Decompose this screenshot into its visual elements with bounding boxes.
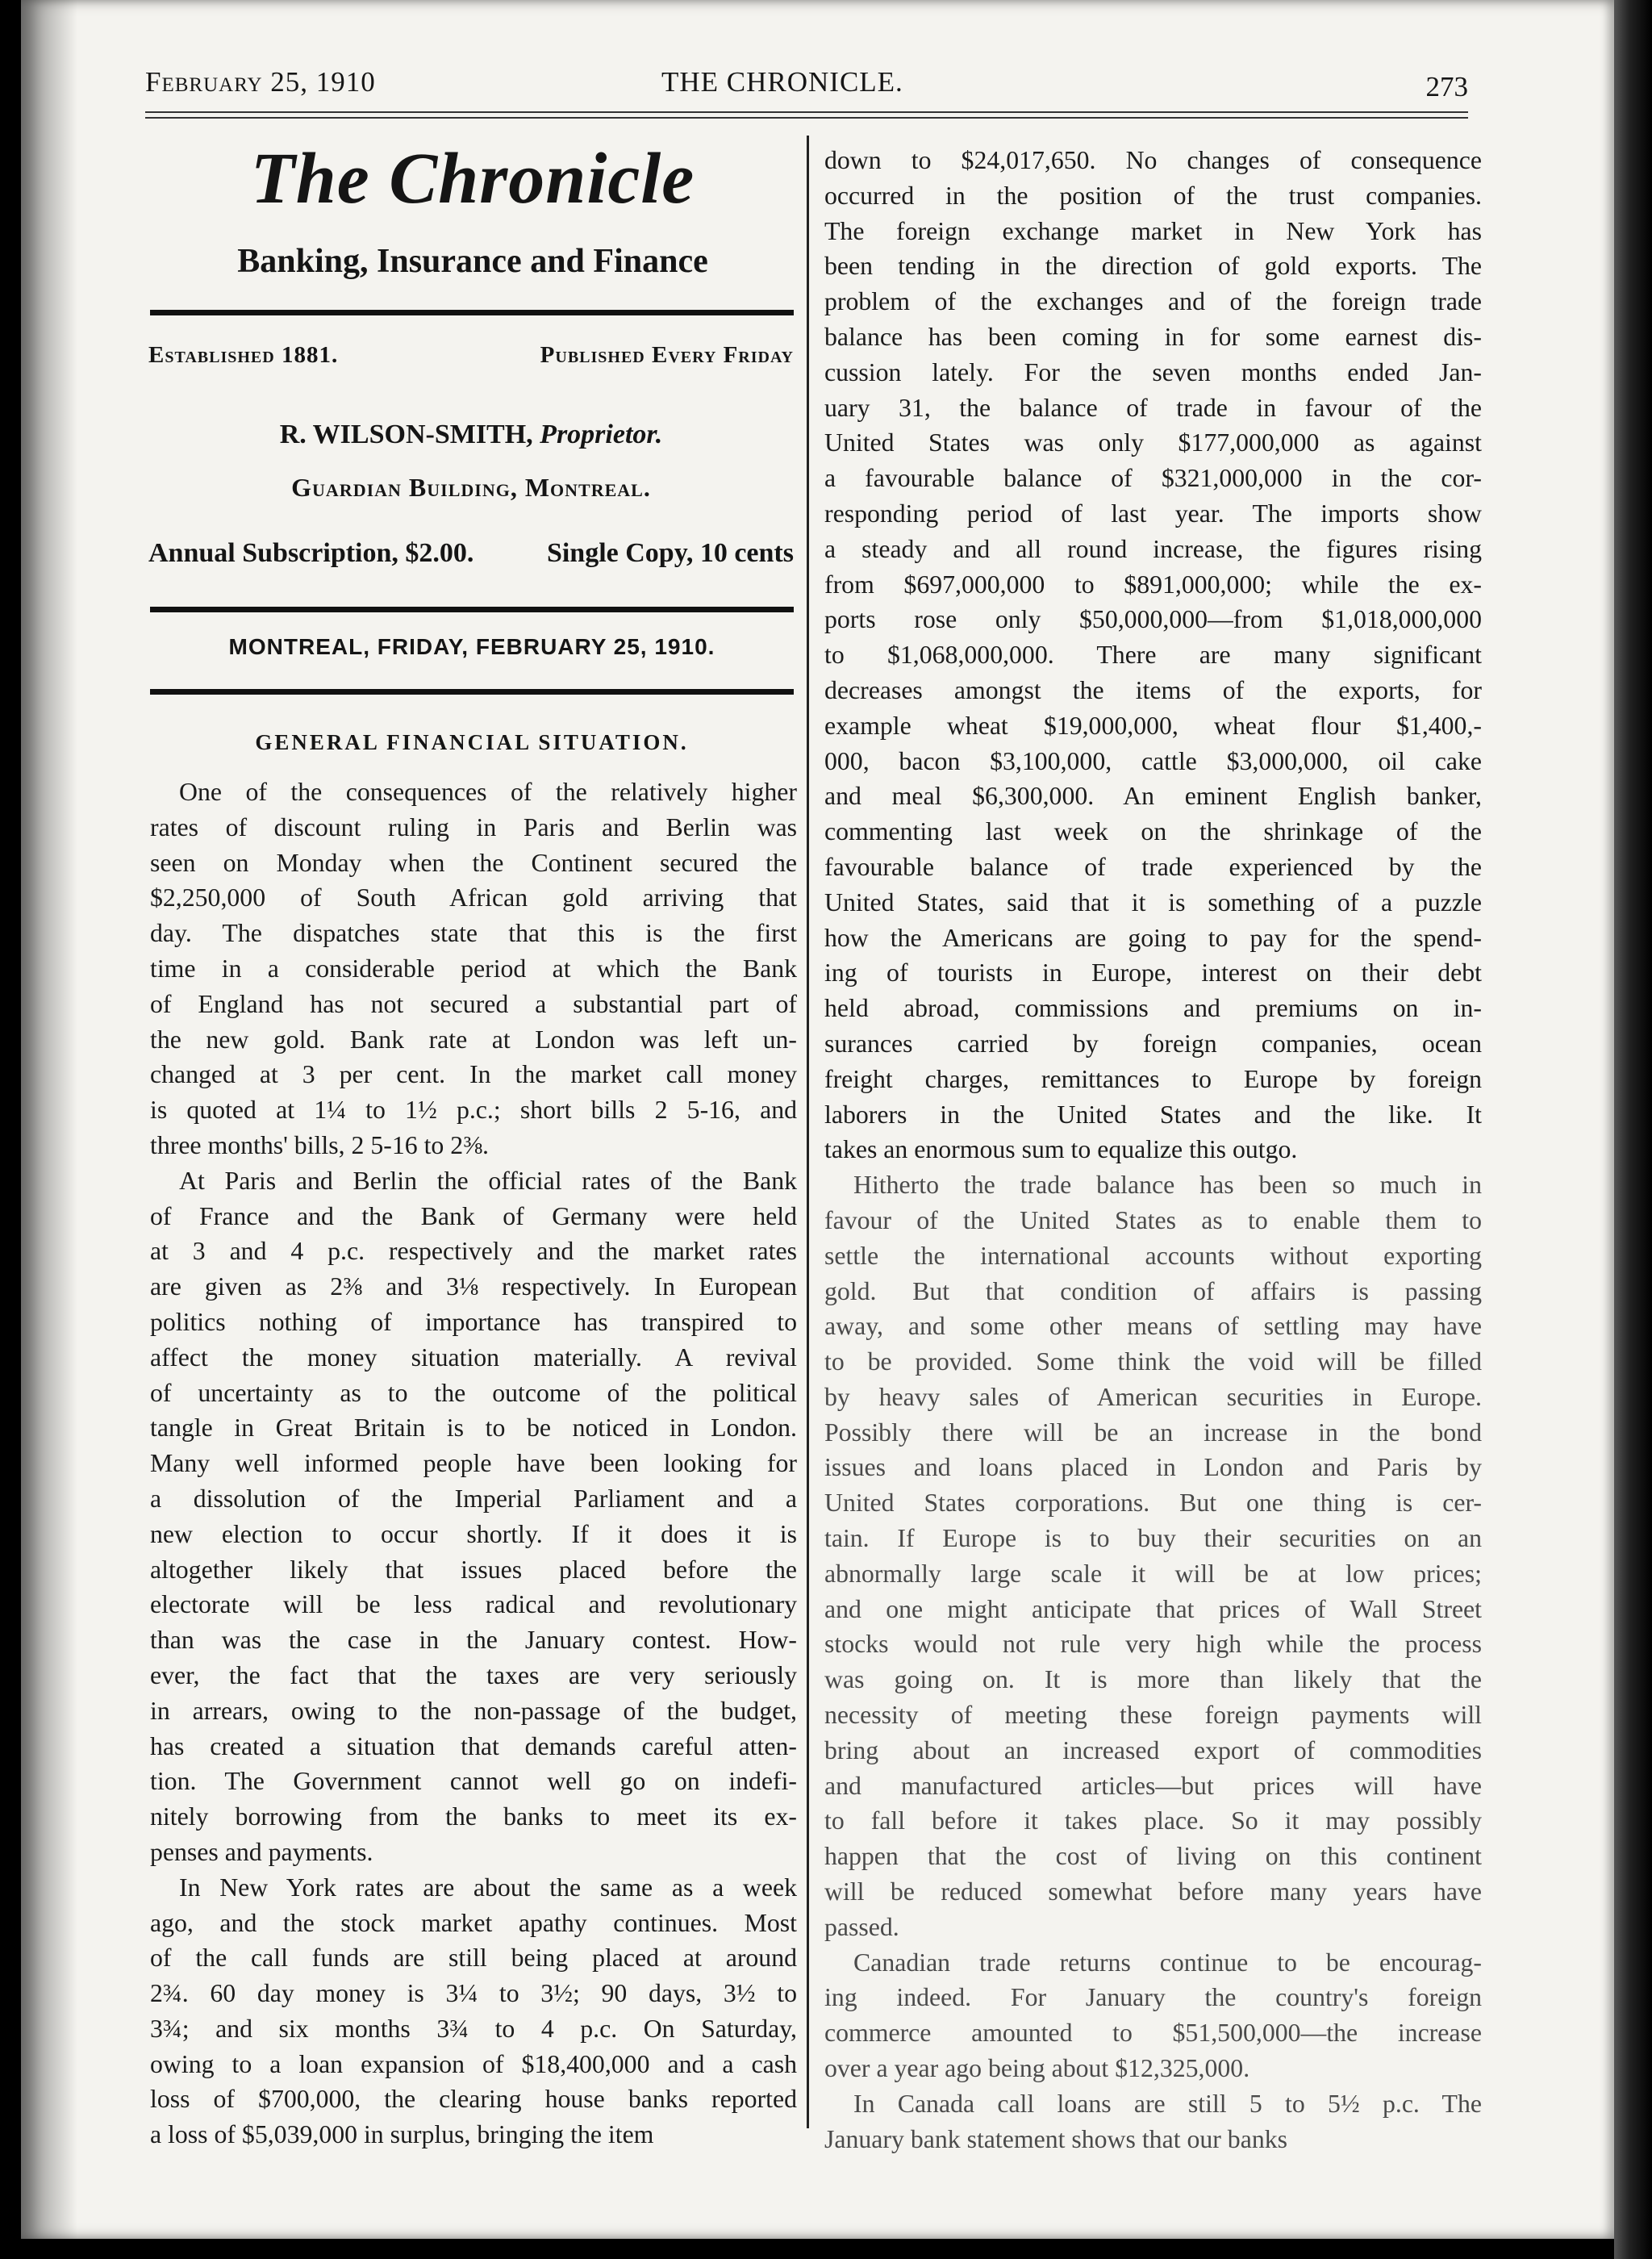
text-line: issues and loans placed in London and Paris by xyxy=(824,1453,1482,1482)
text-line: ing indeed. For January the country's foreign xyxy=(824,1983,1482,2012)
text-line: how the Americans are going to pay for the spend- xyxy=(824,923,1482,952)
column-divider xyxy=(807,136,809,2128)
text-line: the new gold. Bank rate at London was left un- xyxy=(150,1025,797,1054)
text-line: loss of $700,000, the clearing house banks reported xyxy=(150,2085,797,2114)
text-line: 000, bacon $3,100,000, cattle $3,000,000, oil cake xyxy=(824,746,1482,775)
page-edge-right xyxy=(1614,0,1652,2259)
single-copy-price: Single Copy, 10 cents xyxy=(546,538,794,568)
text-line: At Paris and Berlin the official rates of the Bank xyxy=(179,1166,797,1195)
text-line: new election to occur shortly. If it does it is xyxy=(150,1519,797,1548)
text-line: a loss of $5,039,000 in surplus, bringing the item xyxy=(150,2120,654,2149)
text-line: is quoted at 1¼ to 1½ p.c.; short bills 2 5-16, and xyxy=(150,1096,797,1125)
text-line: takes an enormous sum to equalize this outgo. xyxy=(824,1135,1298,1164)
article-heading: GENERAL FINANCIAL SITUATION. xyxy=(255,730,689,754)
article-column-left xyxy=(150,775,797,2153)
text-line: surances carried by foreign companies, ocean xyxy=(824,1029,1482,1058)
running-head-title: THE CHRONICLE. xyxy=(661,66,903,98)
text-line: changed at 3 per cent. In the market call money xyxy=(150,1060,797,1089)
text-line: problem of the exchanges and of the foreign trade xyxy=(824,287,1482,316)
text-line: In Canada call loans are still 5 to 5½ p.c. The xyxy=(853,2089,1482,2118)
text-line: seen on Monday when the Continent secured the xyxy=(150,848,797,877)
text-line: abnormally large scale it will be at low prices; xyxy=(824,1559,1482,1588)
text-line: January bank statement shows that our banks xyxy=(824,2124,1287,2153)
text-line: in arrears, owing to the non-passage of the budget, xyxy=(150,1696,797,1725)
text-line: of the call funds are still being placed at around xyxy=(150,1944,797,1973)
page-number: 273 xyxy=(1425,71,1468,102)
text-line: cussion lately. For the seven months ended Jan- xyxy=(824,357,1482,386)
text-line: necessity of meeting these foreign payments will xyxy=(824,1701,1482,1730)
text-line: over a year ago being about $12,325,000. xyxy=(824,2054,1250,2083)
masthead-rule-3 xyxy=(150,689,794,695)
text-line: to fall before it takes place. So it may possibly xyxy=(824,1806,1482,1835)
header-rule-bottom xyxy=(145,117,1468,119)
text-line: One of the consequences of the relatively higher xyxy=(179,778,797,806)
subscription-price: Annual Subscription, $2.00. xyxy=(148,538,474,568)
text-line: In New York rates are about the same as a week xyxy=(179,1873,797,1902)
text-line: than was the case in the January contest. How- xyxy=(150,1626,797,1655)
text-line: and one might anticipate that prices of Wall Street xyxy=(824,1594,1482,1623)
text-line: day. The dispatches state that this is the first xyxy=(150,919,797,948)
issue-dateline: MONTREAL, FRIDAY, FEBRUARY 25, 1910. xyxy=(228,634,715,659)
text-line: freight charges, remittances to Europe by foreign xyxy=(824,1064,1482,1093)
text-line: at 3 and 4 p.c. respectively and the market rates xyxy=(150,1237,797,1266)
text-line: nitely borrowing from the banks to meet its ex- xyxy=(150,1802,797,1831)
page-binding-shadow xyxy=(21,0,77,2239)
text-line: held abroad, commissions and premiums on in- xyxy=(824,994,1482,1023)
text-line: 3¾; and six months 3¾ to 4 p.c. On Saturday, xyxy=(150,2014,797,2043)
text-line: will be reduced somewhat before many years have xyxy=(824,1877,1482,1906)
masthead-subtitle: Banking, Insurance and Finance xyxy=(237,243,708,280)
text-line: and manufactured articles—but prices will have xyxy=(824,1771,1482,1800)
text-line: settle the international accounts without exporting xyxy=(824,1241,1482,1270)
text-line: three months' bills, 2 5-16 to 2⅜. xyxy=(150,1130,489,1159)
text-line: favourable balance of trade experienced by the xyxy=(824,852,1482,881)
text-line: tain. If Europe is to buy their securities on an xyxy=(824,1524,1482,1553)
text-line: ports rose only $50,000,000—from $1,018,000,000 xyxy=(824,605,1482,634)
text-line: altogether likely that issues placed before the xyxy=(150,1555,797,1584)
text-line: from $697,000,000 to $891,000,000; while the ex- xyxy=(824,570,1482,599)
text-line: ever, the fact that the taxes are very seriously xyxy=(150,1660,797,1689)
text-line: was going on. It is more than likely that the xyxy=(824,1665,1482,1694)
proprietor-line xyxy=(148,420,794,450)
running-head-date: February 25, 1910 xyxy=(145,66,376,98)
text-line: has created a situation that demands careful atten- xyxy=(150,1731,797,1760)
text-line: electorate will be less radical and revolutionary xyxy=(150,1590,797,1619)
address-line: Guardian Building, Montreal. xyxy=(291,473,651,502)
text-line: United States, said that it is something of a puzzle xyxy=(824,887,1482,917)
text-line: occurred in the position of the trust companies. xyxy=(824,181,1482,210)
text-line: balance has been coming in for some earnest dis- xyxy=(824,322,1482,351)
text-line: down to $24,017,650. No changes of consequence xyxy=(824,146,1482,174)
text-line: $2,250,000 of South African gold arriving that xyxy=(150,883,797,912)
text-line: happen that the cost of living on this continent xyxy=(824,1842,1482,1871)
text-line: of uncertainty as to the outcome of the political xyxy=(150,1378,797,1407)
text-line: away, and some other means of settling may have xyxy=(824,1312,1482,1341)
text-line: to be provided. Some think the void will be filled xyxy=(824,1347,1482,1376)
text-line: commenting last week on the shrinkage of the xyxy=(824,817,1482,846)
proprietor-role: Proprietor. xyxy=(540,420,663,449)
text-line: politics nothing of importance has transpired to xyxy=(150,1307,797,1336)
established-label: Established 1881. xyxy=(148,342,339,368)
text-line: gold. But that condition of affairs is passing xyxy=(824,1276,1482,1305)
text-line: bring about an increased export of commodities xyxy=(824,1735,1482,1764)
published-label: Published Every Friday xyxy=(540,342,794,368)
text-line: affect the money situation materially. A revival xyxy=(150,1342,797,1372)
text-line: Possibly there will be an increase in the bond xyxy=(824,1418,1482,1447)
masthead-rule-2 xyxy=(150,607,794,612)
text-line: a favourable balance of $321,000,000 in the cor- xyxy=(824,464,1482,493)
text-line: are given as 2⅜ and 3⅛ respectively. In European xyxy=(150,1272,797,1301)
text-line: rates of discount ruling in Paris and Berlin was xyxy=(150,812,797,841)
text-line: responding period of last year. The imports show xyxy=(824,499,1482,528)
text-line: commerce amounted to $51,500,000—the increase xyxy=(824,2019,1482,2048)
text-line: a dissolution of the Imperial Parliament and a xyxy=(150,1484,797,1513)
text-line: 2¾. 60 day money is 3¼ to 3½; 90 days, 3½ to xyxy=(150,1979,797,2008)
text-line: decreases amongst the items of the exports, for xyxy=(824,675,1482,704)
text-line: ing of tourists in Europe, interest on their debt xyxy=(824,958,1482,988)
text-line: of France and the Bank of Germany were held xyxy=(150,1201,797,1230)
text-line: to $1,068,000,000. There are many significant xyxy=(824,641,1482,670)
proprietor-name: R. WILSON-SMITH, xyxy=(279,420,533,449)
article-column-right xyxy=(824,143,1482,2157)
text-line: example wheat $19,000,000, wheat flour $1,400,- xyxy=(824,711,1482,740)
text-line: time in a considerable period at which the Bank xyxy=(150,954,797,983)
text-line: stocks would not rule very high while the process xyxy=(824,1630,1482,1659)
text-line: Hitherto the trade balance has been so much in xyxy=(853,1171,1482,1200)
text-line: United States corporations. But one thing is cer- xyxy=(824,1489,1482,1518)
text-line: tion. The Government cannot well go on indefi- xyxy=(150,1767,797,1796)
running-head xyxy=(145,66,1468,102)
text-line: a steady and all round increase, the figures rising xyxy=(824,534,1482,563)
text-line: of England has not secured a substantial part of xyxy=(150,989,797,1018)
text-line: Many well informed people have been looking for xyxy=(150,1449,797,1478)
text-line: United States was only $177,000,000 as against xyxy=(824,428,1482,457)
text-line: ago, and the stock market apathy continues. Most xyxy=(150,1908,797,1937)
text-line: and meal $6,300,000. An eminent English banker, xyxy=(824,782,1482,811)
text-line: favour of the United States as to enable them to xyxy=(824,1205,1482,1234)
text-line: tangle in Great Britain is to be noticed in London. xyxy=(150,1413,797,1443)
text-line: uary 31, the balance of trade in favour of the xyxy=(824,393,1482,422)
text-line: by heavy sales of American securities in Europe. xyxy=(824,1382,1482,1411)
text-line: The foreign exchange market in New York has xyxy=(824,216,1482,245)
header-rule-top xyxy=(145,111,1468,113)
text-line: passed. xyxy=(824,1912,899,1941)
text-line: laborers in the United States and the like. It xyxy=(824,1100,1482,1129)
text-line: been tending in the direction of gold exports. The xyxy=(824,252,1482,281)
text-line: penses and payments. xyxy=(150,1837,373,1866)
text-line: Canadian trade returns continue to be encourag- xyxy=(853,1948,1482,1977)
masthead-title: The Chronicle xyxy=(250,139,695,219)
masthead-rule-1 xyxy=(150,310,794,315)
text-line: owing to a loan expansion of $18,400,000 and a cash xyxy=(150,2049,797,2078)
